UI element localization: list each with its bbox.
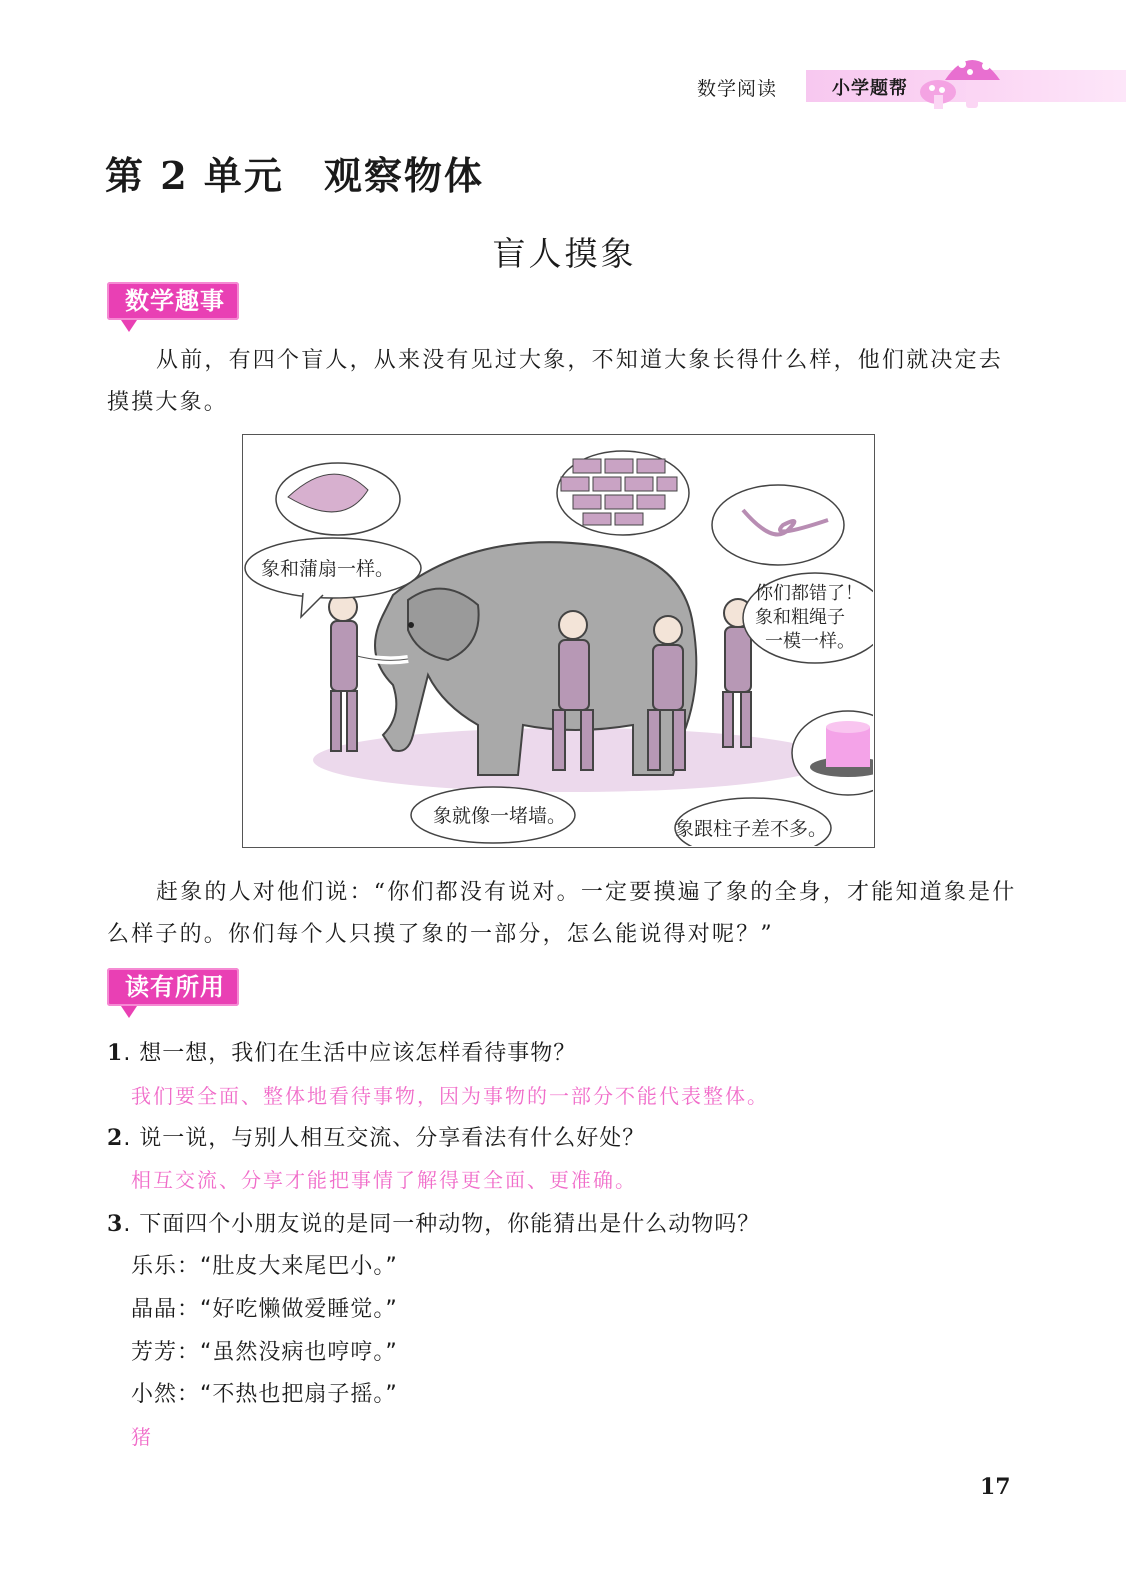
elephant-illustration xyxy=(242,434,875,848)
riddle-line: 芳芳：“虽然没病也哼哼。” xyxy=(131,1340,398,1365)
question-1: 1. 想一想，我们在生活中应该怎样看待事物？ xyxy=(107,1040,577,1066)
riddle-line: 晶晶：“好吃懒做爱睡觉。” xyxy=(131,1297,398,1322)
bubble-fan-text: 象和蒲扇一样。 xyxy=(261,558,395,580)
answer-1: 我们要全面、整体地看待事物，因为事物的一部分不能代表整体。 xyxy=(131,1084,769,1108)
bubble-wall-text: 象就像一堵墙。 xyxy=(433,805,567,827)
story-paragraph-1: 从前，有四个盲人，从来没有见过大象，不知道大象长得什么样，他们就决定去摸摸大象。 xyxy=(107,348,1004,415)
header-brand: 小学题帮 xyxy=(832,78,908,99)
bubble-rope-line-1: 你们都错了！ xyxy=(755,583,863,604)
bubble-rope-line-2: 象和粗绳子 xyxy=(755,607,845,628)
section-tag-fun: 数学趣事 xyxy=(107,282,239,320)
bubble-pillar-text: 象跟柱子差不多。 xyxy=(675,818,828,840)
unit-title: 第 2 单元 观察物体 xyxy=(105,153,484,198)
section-tag-apply: 读有所用 xyxy=(107,968,239,1006)
bubble-rope-line-3: 一模一样。 xyxy=(765,631,855,652)
mushroom-icon xyxy=(910,40,1010,110)
answer-3: 猪 xyxy=(131,1425,153,1449)
page-number: 17 xyxy=(980,1474,1011,1500)
header-category: 数学阅读 xyxy=(697,78,778,100)
riddle-line: 小然：“不热也把扇子摇。” xyxy=(131,1382,398,1407)
riddle-line: 乐乐：“肚皮大来尾巴小。” xyxy=(131,1254,398,1279)
story-paragraph-2: 赶象的人对他们说：“你们都没有说对。一定要摸遍了象的全身，才能知道象是什么样子的。你们每个人只摸了象的一部分，怎么能说得对呢？” xyxy=(107,880,1017,947)
question-3: 3. 下面四个小朋友说的是同一种动物，你能猜出是什么动物吗？ xyxy=(107,1211,761,1237)
question-2: 2. 说一说，与别人相互交流、分享看法有什么好处？ xyxy=(107,1125,646,1151)
answer-2: 相互交流、分享才能把事情了解得更全面、更准确。 xyxy=(131,1168,637,1192)
blind-man-1 xyxy=(329,593,357,751)
story-title: 盲人摸象 xyxy=(492,234,637,273)
